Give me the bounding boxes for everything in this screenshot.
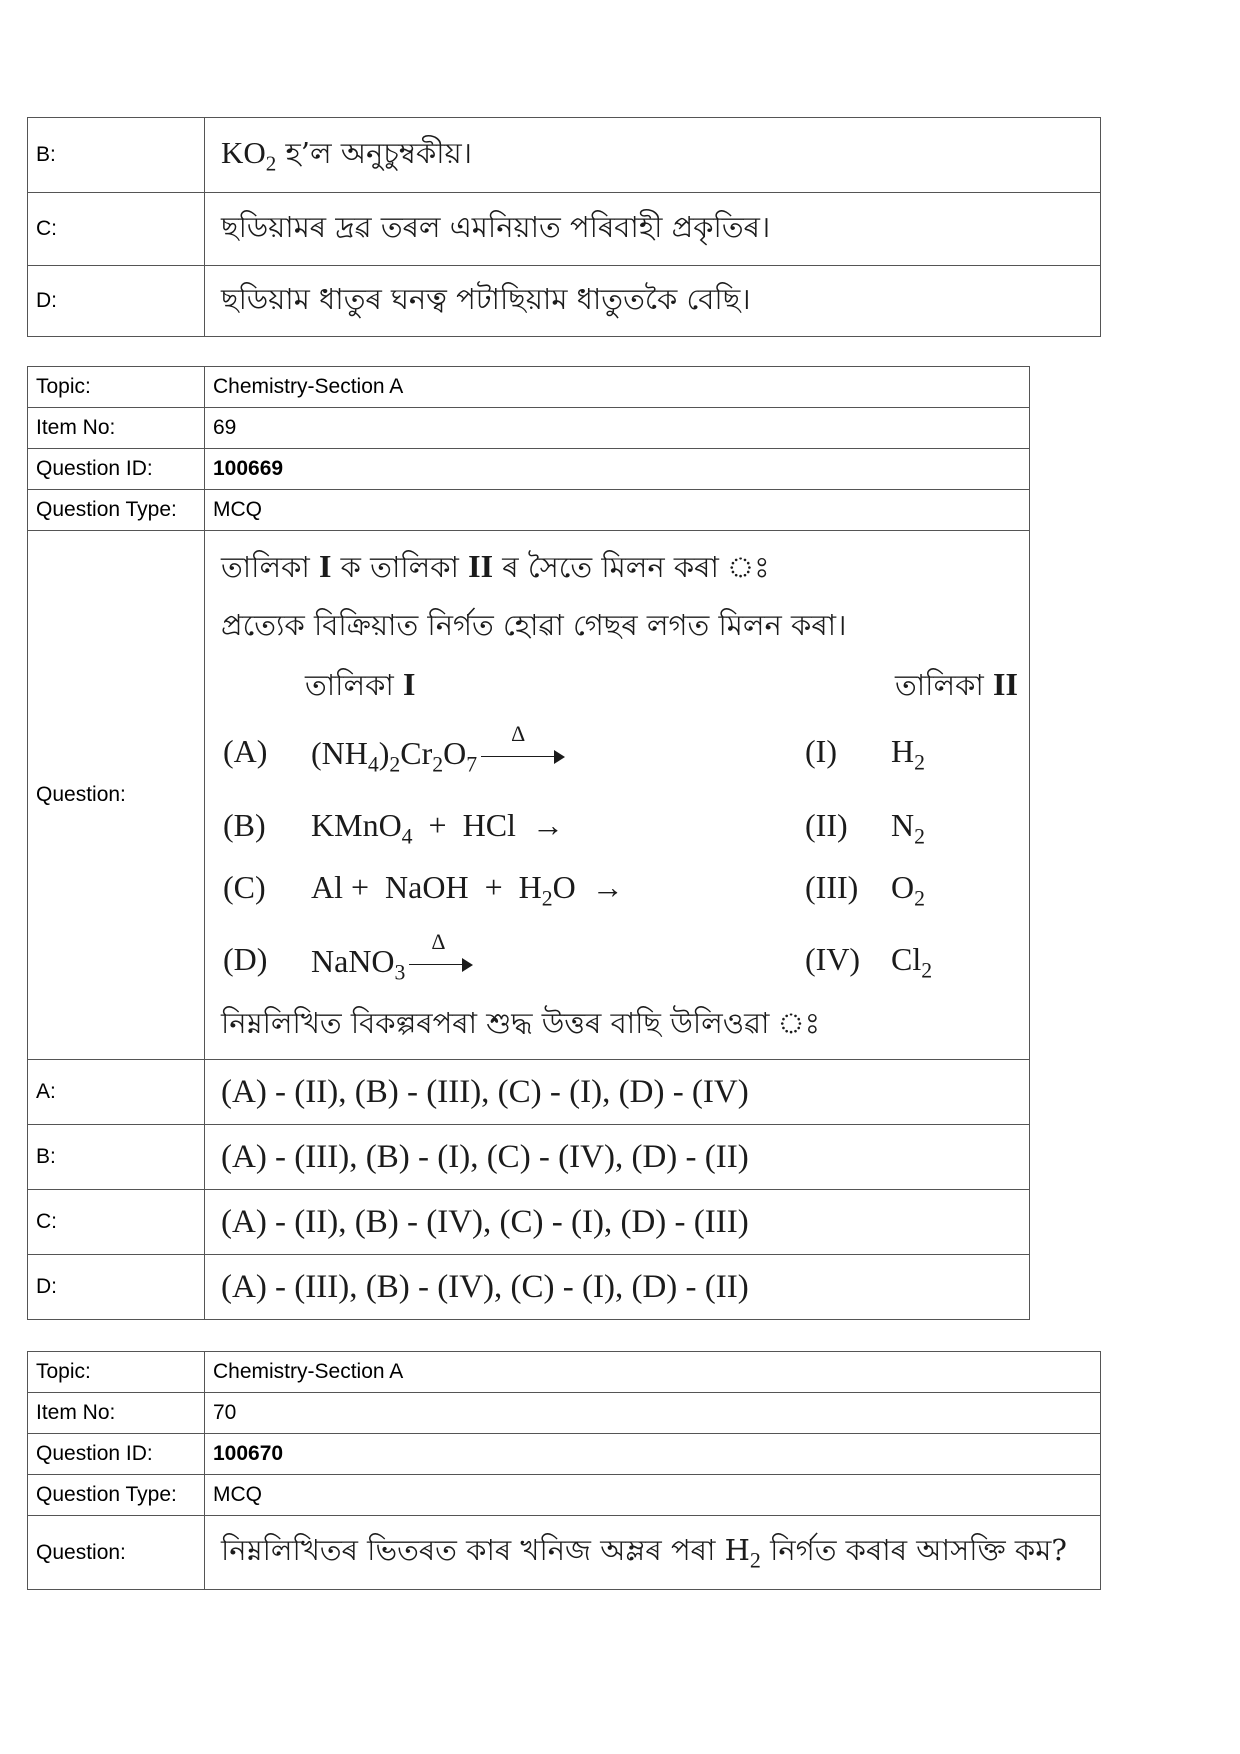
answer-label: D: (28, 1255, 205, 1320)
question-id-label: Question ID: (28, 1434, 205, 1475)
equation-a: $(NH_4)_2Cr_2O_7$ Δ (311, 735, 565, 772)
list-1-tag-a: (A) (223, 733, 268, 769)
question-label: Question: (28, 1516, 205, 1590)
item-row (28, 408, 1030, 449)
qid-row (28, 449, 1030, 490)
topic-value: Chemistry-Section A (205, 367, 1030, 408)
answer-row-c (28, 1190, 1030, 1255)
topic-label: Topic: (28, 367, 205, 408)
answer-label: B: (28, 1125, 205, 1190)
option-text: ছডিয়াম ধাতুৰ ঘনত্ব পটাছিয়াম ধাতুতকৈ বেছি। (205, 266, 1101, 337)
topic-row (28, 367, 1030, 408)
item-row (28, 1393, 1101, 1434)
list-1-tag-b: (B) (223, 807, 266, 843)
list-2-tag-i: (I) (805, 733, 837, 769)
equation-b: KMnO$_4$ + HCl → (311, 807, 564, 849)
question-label: Question: (28, 531, 205, 1060)
equation-d: NaNO$_3$ Δ (311, 943, 473, 980)
question-type-value: MCQ (205, 490, 1030, 531)
qtype-row (28, 1475, 1101, 1516)
answer-text: (A) - (II), (B) - (IV), (C) - (I), (D) - (III) (205, 1190, 1030, 1255)
question-body (205, 531, 1030, 1060)
prev-question-options-table (27, 117, 1101, 337)
question-id-value: 100670 (205, 1434, 1101, 1475)
heat-arrow: Δ (481, 747, 565, 767)
question-70-table (27, 1351, 1101, 1590)
item-label: Item No: (28, 1393, 205, 1434)
question-row (28, 531, 1030, 1060)
answer-label: A: (28, 1060, 205, 1125)
option-row-b (28, 118, 1101, 193)
topic-row (28, 1352, 1101, 1393)
question-id-value: 100669 (205, 449, 1030, 490)
gas-o2: $O_2$ (891, 869, 925, 911)
question-row (28, 1516, 1101, 1590)
option-row-d (28, 266, 1101, 337)
answer-row-a (28, 1060, 1030, 1125)
option-label: D: (28, 266, 205, 337)
list-2-title: তালিকা II (895, 666, 1018, 702)
topic-value: Chemistry-Section A (205, 1352, 1101, 1393)
option-label: B: (28, 118, 205, 193)
qtype-row (28, 490, 1030, 531)
list-1-tag-c: (C) (223, 869, 266, 905)
topic-label: Topic: (28, 1352, 205, 1393)
formula-ko2: $KO_2$ (221, 134, 277, 175)
question-line-1: তালিকা I ক তালিকা II ৰ সৈতে মিলন কৰা ঃ (221, 548, 770, 584)
answer-label: C: (28, 1190, 205, 1255)
gas-n2: $N_2$ (891, 807, 925, 849)
item-value: 70 (205, 1393, 1101, 1434)
list-2-tag-iv: (IV) (805, 941, 861, 977)
question-id-label: Question ID: (28, 449, 205, 490)
question-type-label: Question Type: (28, 490, 205, 531)
answer-row-d (28, 1255, 1030, 1320)
option-text: $KO_2$ হ’ল অনুচুম্বকীয়। (205, 118, 1101, 193)
answer-text: (A) - (III), (B) - (IV), (C) - (I), (D) - (II) (205, 1255, 1030, 1320)
gas-h2: $H_2$ (891, 733, 925, 775)
answer-text: (A) - (II), (B) - (III), (C) - (I), (D) - (IV) (205, 1060, 1030, 1125)
option-label: C: (28, 193, 205, 266)
option-row-c (28, 193, 1101, 266)
option-text: ছডিয়ামৰ দ্ৰৱ তৰল এমনিয়াত পৰিবাহী প্ৰকৃতিৰ। (205, 193, 1101, 266)
question-footer: নিম্নলিখিত বিকল্পৰপৰা শুদ্ধ উত্তৰ বাছি উলিওৱা ঃ (221, 1006, 821, 1040)
qid-row (28, 1434, 1101, 1475)
answer-text: (A) - (III), (B) - (I), (C) - (IV), (D) - (II) (205, 1125, 1030, 1190)
item-label: Item No: (28, 408, 205, 449)
question-text: নিম্নলিখিতৰ ভিতৰত কাৰ খনিজ অম্লৰ পৰা $H_2$ নিৰ্গত কৰাৰ আসক্তি কম? (205, 1516, 1101, 1590)
question-69-table (27, 366, 1030, 1320)
gas-cl2: $Cl_2$ (891, 941, 933, 983)
list-1-title: তালিকা I (305, 666, 416, 702)
question-line-2: প্ৰত্যেক বিক্ৰিয়াত নিৰ্গত হোৱা গেছৰ লগত মিলন কৰা। (221, 608, 847, 642)
list-2-tag-ii: (II) (805, 807, 848, 843)
answer-row-b (28, 1125, 1030, 1190)
heat-arrow: Δ (409, 955, 473, 975)
list-2-tag-iii: (III) (805, 869, 859, 905)
question-type-value: MCQ (205, 1475, 1101, 1516)
equation-c: Al + NaOH + $H_2O$ → (311, 869, 624, 911)
item-value: 69 (205, 408, 1030, 449)
question-type-label: Question Type: (28, 1475, 205, 1516)
list-1-tag-d: (D) (223, 941, 268, 977)
